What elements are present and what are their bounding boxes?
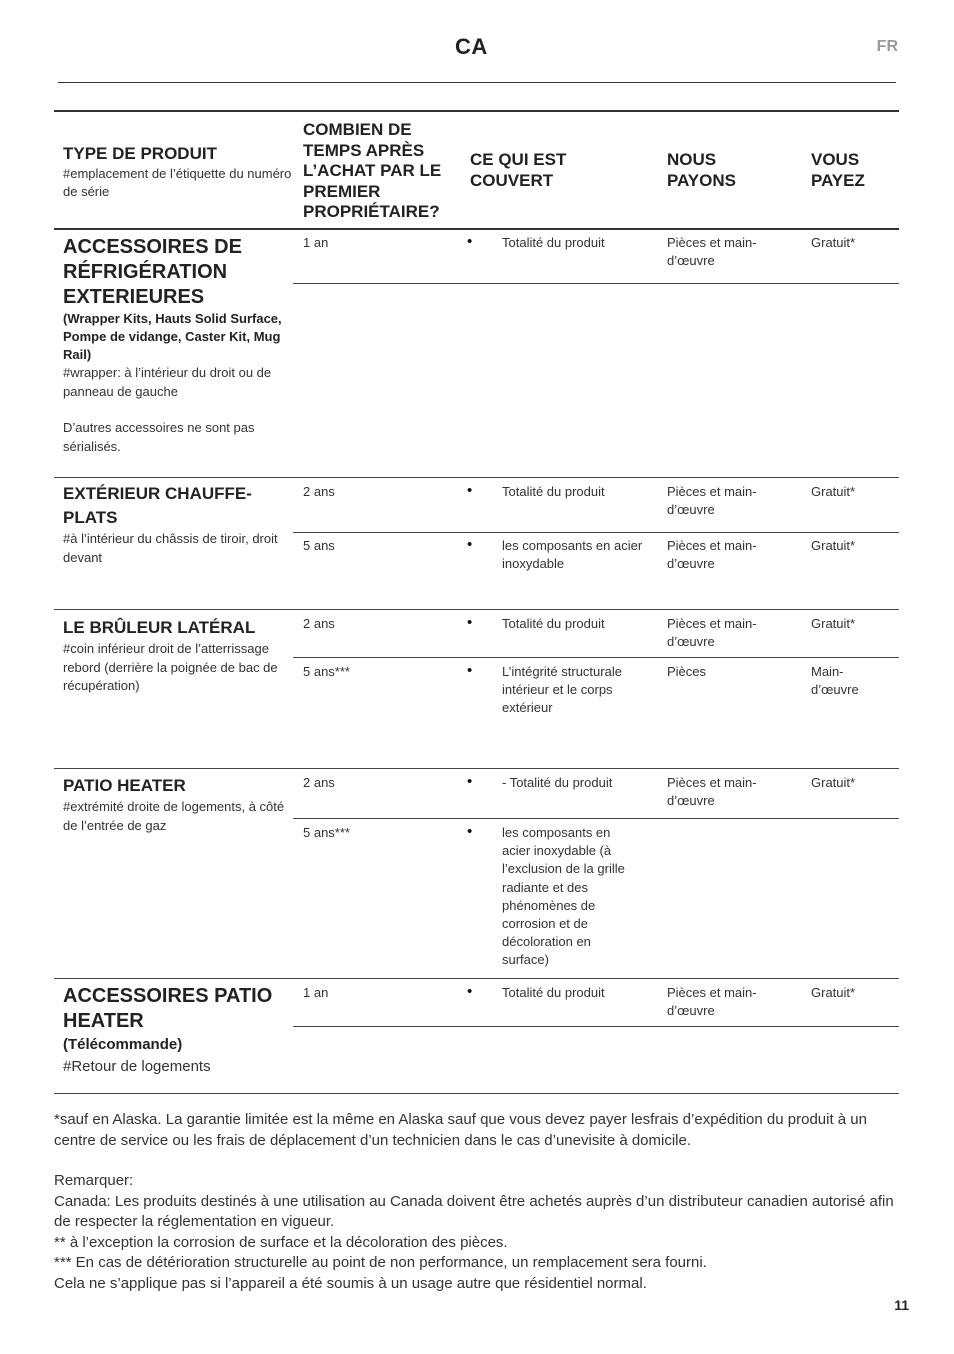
column-header-type: [63, 144, 293, 201]
product-side-burner: [63, 616, 289, 696]
bullet-icon: •: [467, 233, 473, 250]
column-header-covered: CE QUI EST COUVERT: [470, 150, 567, 190]
we-pay-cell: Pièces et main-d’œuvre: [667, 538, 757, 572]
row-divider: [293, 1026, 899, 1027]
you-pay-cell: Gratuit*: [811, 616, 856, 631]
product-warming-drawer: [63, 482, 289, 567]
period-cell: 2 ans: [303, 616, 335, 631]
period-cell: 1 an: [303, 985, 329, 1000]
row-divider: [293, 818, 899, 819]
product-models: (Télécommande): [63, 1036, 183, 1053]
we-pay-cell: Pièces et main-d’œuvre: [667, 985, 757, 1019]
section-divider: [54, 609, 899, 610]
product-models: (Wrapper Kits, Hauts Solid Surface, Pompe de vidange, Caster Kit, Mug Rail): [63, 311, 282, 362]
row-divider: [293, 532, 899, 533]
serial-location: #extrémité droite de logements, à côté de l’entrée de gaz: [63, 799, 285, 833]
period-cell: 2 ans: [303, 775, 335, 790]
covered-cell: L’intégrité structurale intérieur et le corps extérieur: [502, 664, 622, 716]
product-title: PATIO HEATER: [63, 776, 186, 795]
region-label: CA: [455, 34, 488, 59]
bullet-icon: •: [467, 536, 473, 553]
you-pay-cell: Gratuit*: [811, 484, 856, 499]
footnotes: [54, 1110, 899, 1294]
bullet-icon: •: [467, 773, 473, 790]
covered-cell: Totalité du produit: [502, 484, 605, 499]
period-cell: 2 ans: [303, 484, 335, 499]
section-divider: [54, 477, 899, 478]
we-pay-cell: Pièces et main-d’œuvre: [667, 775, 757, 809]
table-header-rule: [54, 228, 899, 230]
row-divider: [293, 657, 899, 658]
product-note: D’autres accessoires ne sont pas sérialisés.: [63, 420, 255, 454]
product-patio-heater: [63, 774, 289, 835]
covered-cell: - Totalité du produit: [502, 775, 613, 790]
serial-location: #à l’intérieur du châssis de tiroir, droit devant: [63, 531, 278, 565]
footnote-triple-star: *** En cas de détérioration structurelle au point de non performance, un remplacement sera fourni.: [54, 1254, 707, 1271]
section-divider: [54, 978, 899, 979]
bullet-icon: •: [467, 823, 473, 840]
column-header-period: COMBIEN DE TEMPS APRÈS L’ACHAT PAR LE PREMIER PROPRIÉTAIRE?: [303, 120, 442, 221]
covered-cell: Totalité du produit: [502, 985, 605, 1000]
period-cell: 5 ans***: [303, 664, 350, 679]
covered-cell: les composants en acier inoxydable (à l’exclusion de la grille radiante et des phénomènes de corrosion et de décoloration en surface): [502, 825, 625, 968]
table-bottom-rule: [54, 1093, 899, 1094]
you-pay-cell: Gratuit*: [811, 538, 856, 553]
footnote-remark-label: Remarquer:: [54, 1172, 134, 1189]
footnote-double-star: ** à l’exception la corrosion de surface et la décoloration des pièces.: [54, 1233, 508, 1251]
we-pay-cell: Pièces et main-d’œuvre: [667, 484, 757, 518]
covered-cell: les composants en acier inoxydable: [502, 538, 643, 572]
column-header-we-pay: NOUS PAYONS: [667, 150, 736, 190]
serial-location: #Retour de logements: [63, 1058, 211, 1075]
serial-location: #coin inférieur droit de l’atterrissage rebord (derrière la poignée de bac de récupération): [63, 641, 278, 693]
bullet-icon: •: [467, 983, 473, 1000]
bullet-icon: •: [467, 662, 473, 679]
column-header-type-subtitle: #emplacement de l’étiquette du numéro de série: [63, 165, 292, 199]
we-pay-cell: Pièces et main-d’œuvre: [667, 235, 757, 269]
bullet-icon: •: [467, 482, 473, 499]
covered-cell: Totalité du produit: [502, 616, 605, 631]
page-number: 11: [894, 1297, 909, 1313]
footnote-residential: Cela ne s’applique pas si l’appareil a été soumis à un usage autre que résidentiel normal.: [54, 1274, 647, 1292]
table-header: [54, 112, 899, 228]
column-header-type-title: TYPE DE PRODUIT: [63, 144, 217, 163]
we-pay-cell: Pièces et main-d’œuvre: [667, 616, 757, 650]
product-title: EXTÉRIEUR CHAUFFE-PLATS: [63, 484, 252, 527]
serial-location: #wrapper: à l’intérieur du droit ou de panneau de gauche: [63, 365, 272, 399]
page-header: [0, 0, 954, 84]
you-pay-cell: Main-d’œuvre: [811, 664, 859, 698]
period-cell: 5 ans***: [303, 825, 350, 840]
product-patio-heater-accessories: [63, 984, 289, 1078]
you-pay-cell: Gratuit*: [811, 985, 856, 1000]
header-divider: [58, 82, 896, 83]
product-title: ACCESSOIRES PATIO HEATER: [63, 985, 273, 1032]
section-divider: [54, 768, 899, 769]
product-refrigeration-accessories: [63, 235, 289, 456]
product-title: ACCESSOIRES DE RÉFRIGÉRATION EXTERIEURES: [63, 236, 242, 308]
row-divider: [293, 283, 899, 284]
period-cell: 1 an: [303, 235, 329, 250]
period-cell: 5 ans: [303, 538, 335, 553]
bullet-icon: •: [467, 614, 473, 631]
footnote-canada: Canada: Les produits destinés à une utilisation au Canada doivent être achetés auprès d’un distributeur canadien autorisé afin de respecter la réglementation en vigueur.: [54, 1192, 894, 1230]
product-title: LE BRÛLEUR LATÉRAL: [63, 618, 256, 637]
language-label: FR: [876, 38, 898, 55]
we-pay-cell: Pièces: [667, 664, 707, 679]
covered-cell: Totalité du produit: [502, 235, 605, 250]
you-pay-cell: Gratuit*: [811, 235, 856, 250]
you-pay-cell: Gratuit*: [811, 775, 856, 790]
column-header-you-pay: VOUS PAYEZ: [811, 150, 865, 190]
footnote-alaska: *sauf en Alaska. La garantie limitée est la même en Alaska sauf que vous devez payer lesfrais d’expédition du produit à un centre de service ou les frais de déplacement d’un technicien dans le cas d’unevisite à domicile.: [54, 1111, 867, 1149]
